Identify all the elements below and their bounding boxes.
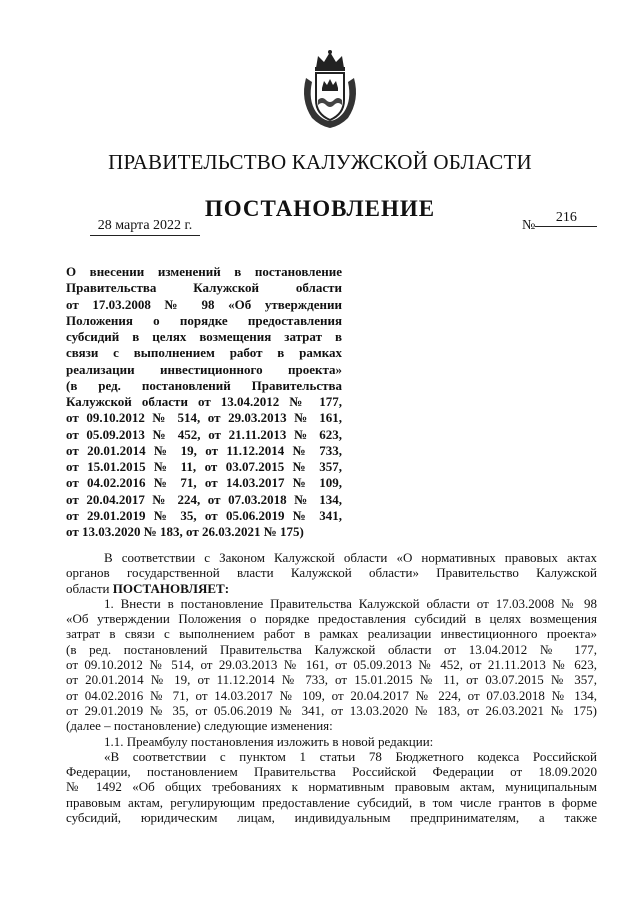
heading-line: от 17.03.2008 № 98 «Об утверждении <box>66 296 342 312</box>
body-line: субсидий, юридическим лицам, индивидуальным предпринимателям, а также <box>66 810 597 826</box>
document-type-title: ПОСТАНОВЛЕНИЕ <box>204 196 436 221</box>
heading-line: от 09.10.2012 № 514, от 29.03.2013 № 161, <box>66 410 342 426</box>
heading-line: Положения о порядке предоставления <box>66 312 342 328</box>
body-line: от 09.10.2012 № 514, от 29.03.2013 № 161, от 05.09.2013 № 452, от 21.11.2013 № 623, <box>66 657 597 673</box>
heading-line: субсидий в целях возмещения затрат в <box>66 329 342 344</box>
body-line: В соответствии с Законом Калужской области «О нормативных правовых актах <box>104 550 597 565</box>
heading-line: Правительства Калужской области <box>66 280 342 296</box>
body-line: № 1492 «Об общих требованиях к нормативным правовым актам, муниципальным <box>66 779 597 795</box>
heading-line: О внесении изменений в постановление <box>66 264 342 279</box>
number-sign: № <box>522 218 536 233</box>
body-line: затрат в связи с выполнением работ в рамках реализации инвестиционного проекта» <box>66 626 597 642</box>
body-line: Федерации, постановлением Правительства Российской Федерации от 18.09.2020 <box>66 764 597 780</box>
body-line: «В соответствии с пунктом 1 статьи 78 Бюджетного кодекса Российской <box>104 748 597 764</box>
body-line: 1.1. Преамбулу постановления изложить в новой редакции: <box>104 733 434 749</box>
heading-line: Калужской области от 13.04.2012 № 177, <box>66 394 342 409</box>
heading-line: (в ред. постановлений Правительства <box>66 377 342 393</box>
number-value: 216 <box>535 210 597 227</box>
heading-line: связи с выполнением работ в рамках <box>66 345 342 361</box>
body-line: от 29.01.2019 № 35, от 05.06.2019 № 341, от 13.03.2020 № 183, от 26.03.2021 № 175) <box>66 702 597 718</box>
heading-line: от 05.09.2013 № 452, от 21.11.2013 № 623, <box>66 426 342 442</box>
heading-line: от 15.01.2015 № 11, от 03.07.2015 № 357, <box>66 459 342 474</box>
heading-line: реализации инвестиционного проекта» <box>66 361 342 377</box>
heading-line: от 20.01.2014 № 19, от 11.12.2014 № 733, <box>66 442 342 458</box>
body-text: области <box>66 580 113 596</box>
body-line <box>66 581 597 596</box>
body-line: правовым актам, регулирующим предоставление субсидий, в том числе грантов в форме <box>66 794 597 810</box>
heading-line: от 04.02.2016 № 71, от 14.03.2017 № 109, <box>66 475 342 491</box>
organization-title: ПРАВИТЕЛЬСТВО КАЛУЖСКОЙ ОБЛАСТИ <box>108 150 532 174</box>
heading-line: от 13.03.2020 № 183, от 26.03.2021 № 175) <box>66 524 304 539</box>
body-line: органов государственной власти Калужской области» Правительство Калужской <box>66 565 597 581</box>
document-body <box>66 550 597 825</box>
document-heading <box>66 264 342 540</box>
body-line: (далее – постановление) следующие изменения: <box>66 718 333 734</box>
body-line: (в ред. постановлений Правительства Калужской области от 13.04.2012 № 177, <box>66 641 597 657</box>
body-line: «Об утверждении Положения о порядке предоставления субсидий в целях возмещения <box>66 611 597 627</box>
postanovlyaet-text: ПОСТАНОВЛЯЕТ: <box>112 580 230 596</box>
heading-line: от 29.01.2019 № 35, от 05.06.2019 № 341, <box>66 507 342 523</box>
body-line: от 20.01.2014 № 19, от 11.12.2014 № 733, от 15.01.2015 № 11, от 03.07.2015 № 357, <box>66 672 597 688</box>
heading-line: от 20.04.2017 № 224, от 07.03.2018 № 134, <box>66 491 342 507</box>
body-line: 1. Внести в постановление Правительства Калужской области от 17.03.2008 № 98 <box>104 595 597 611</box>
kaluga-coat-of-arms-icon <box>298 48 362 130</box>
body-line: от 04.02.2016 № 71, от 14.03.2017 № 109, от 20.04.2017 № 224, от 07.03.2018 № 134, <box>66 687 597 703</box>
document-date: 28 марта 2022 г. <box>90 218 200 236</box>
document-number <box>522 210 597 235</box>
